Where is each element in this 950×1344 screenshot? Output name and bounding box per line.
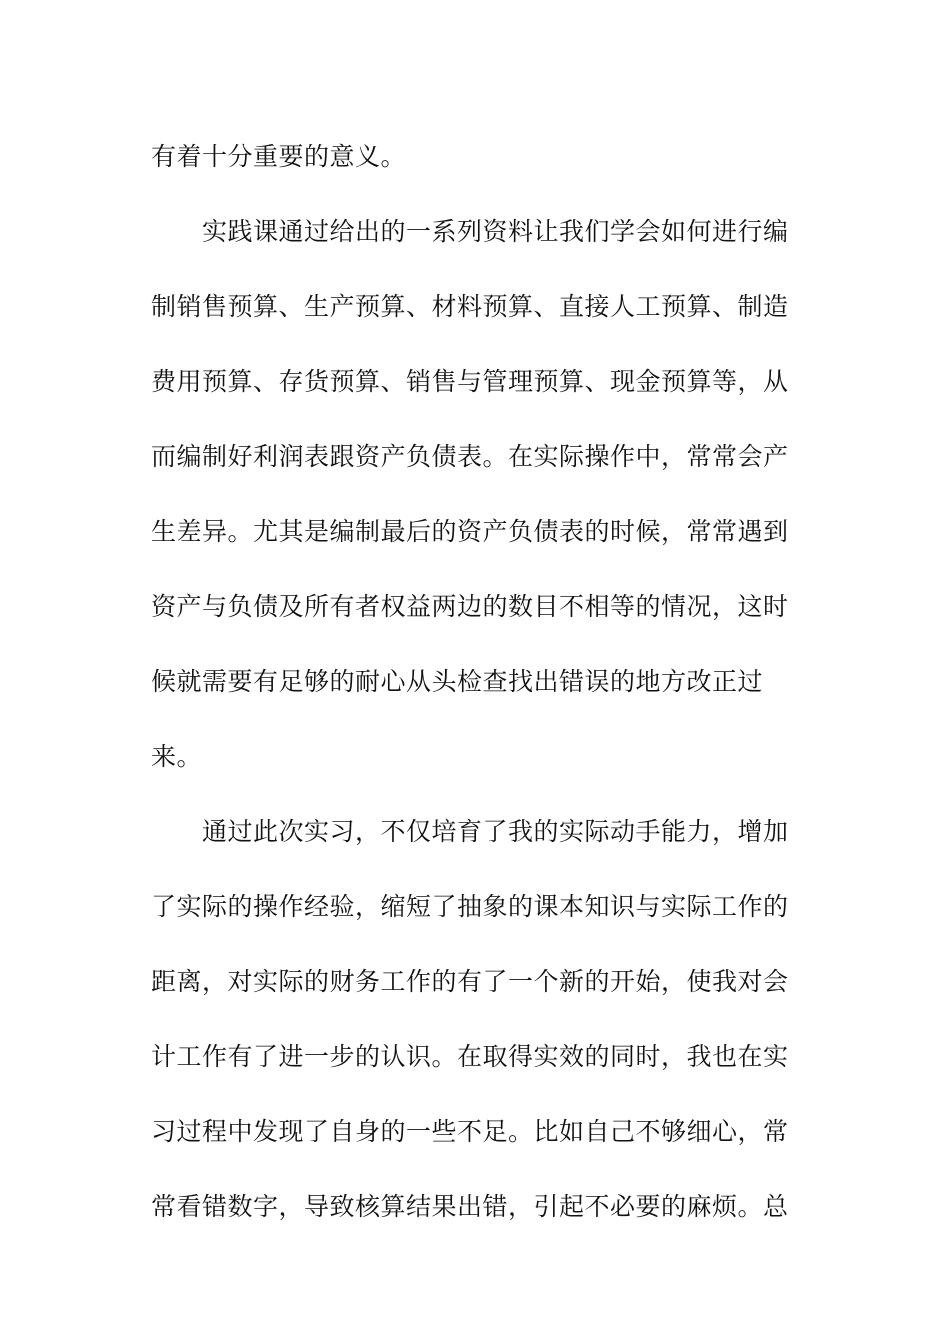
text-line: 距离，对实际的财务工作的有了一个新的开始，使我对会 <box>151 967 789 996</box>
text-line: 有着十分重要的意义。 <box>151 142 407 171</box>
document-body <box>151 119 811 1244</box>
text-line: 而编制好利润表跟资产负债表。在实际操作中，常常会产 <box>151 442 789 471</box>
text-line: 候就需要有足够的耐心从头检查找出错误的地方改正过 <box>151 667 764 696</box>
text-line: 费用预算、存货预算、销售与管理预算、现金预算等，从 <box>151 367 789 396</box>
paragraph-start-line: 实践课通过给出的一系列资料让我们学会如何进行编 <box>202 217 789 246</box>
paragraph-start-line: 通过此次实习，不仅培育了我的实际动手能力，增加 <box>202 817 789 846</box>
text-line: 常看错数字，导致核算结果出错，引起不必要的麻烦。总 <box>151 1192 789 1221</box>
text-line: 来。 <box>151 742 203 771</box>
text-line: 计工作有了进一步的认识。在取得实效的同时，我也在实 <box>151 1042 789 1071</box>
text-line: 习过程中发现了自身的一些不足。比如自己不够细心，常 <box>151 1117 789 1146</box>
text-line: 了实际的操作经验，缩短了抽象的课本知识与实际工作的 <box>151 892 789 921</box>
text-line: 生差异。尤其是编制最后的资产负债表的时候，常常遇到 <box>151 517 789 546</box>
text-line: 制销售预算、生产预算、材料预算、直接人工预算、制造 <box>151 292 789 321</box>
text-line: 资产与负债及所有者权益两边的数目不相等的情况，这时 <box>151 592 789 621</box>
